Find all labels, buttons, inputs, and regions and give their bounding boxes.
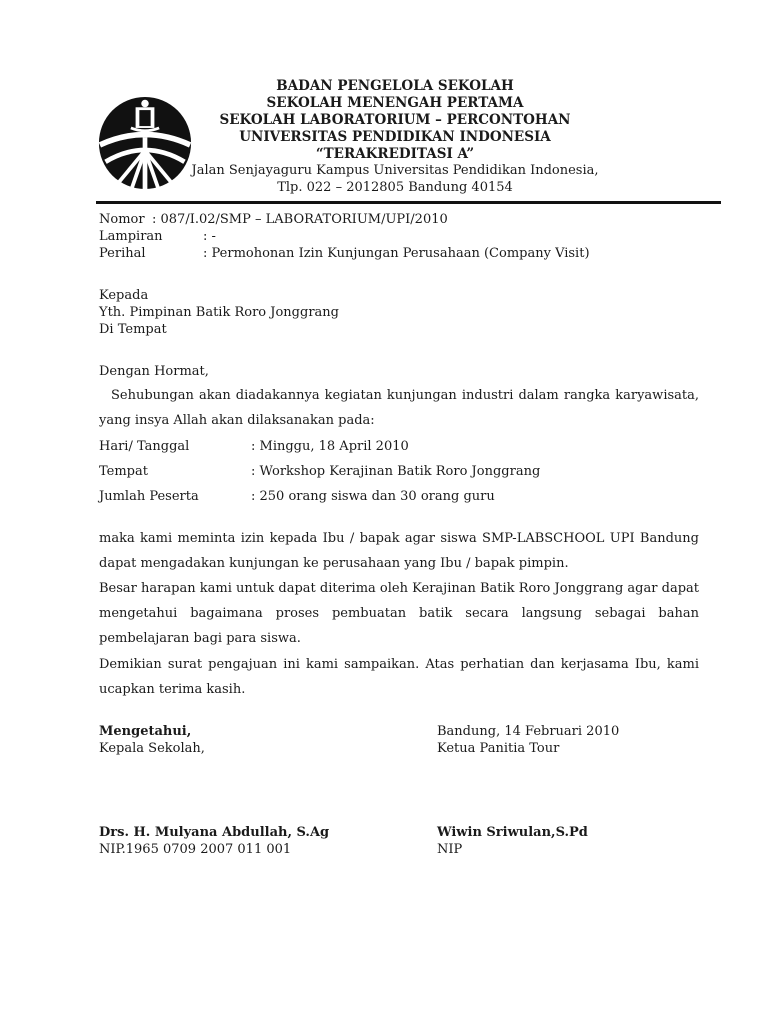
school-lab-title: SEKOLAH LABORATORIUM – PERCONTOHAN: [219, 112, 571, 128]
phone-line: Tlp. 022 – 2012805 Bandung 40154: [277, 180, 513, 195]
recipient-line-1: Kepada: [99, 288, 149, 303]
detail-value: : Minggu, 18 April 2010: [251, 439, 409, 454]
principal-role: Kepala Sekolah,: [99, 741, 205, 756]
committee-role: Ketua Panitia Tour: [437, 741, 560, 756]
detail-value: : Workshop Kerajinan Batik Roro Jonggrang: [251, 464, 541, 479]
address-line: Jalan Senjayaguru Kampus Universitas Pendidikan Indonesia,: [191, 163, 599, 178]
nomor-label: Nomor: [99, 212, 145, 227]
detail-label: Hari/ Tanggal: [99, 439, 190, 454]
acknowledged-heading: Mengetahui,: [99, 724, 192, 739]
recipient-line-2: Yth. Pimpinan Batik Roro Jonggrang: [99, 305, 339, 320]
committee-nip: NIP: [437, 842, 463, 857]
detail-value: : 250 orang siswa dan 30 orang guru: [251, 489, 495, 504]
closing-paragraph: Demikian surat pengajuan ini kami sampaikan. Atas perhatian dan kerjasama Ibu, kami ucapkan terima kasih.: [99, 657, 699, 697]
school-board-title: BADAN PENGELOLA SEKOLAH: [276, 78, 514, 94]
recipient-line-3: Di Tempat: [99, 322, 167, 337]
greeting: Dengan Hormat,: [99, 364, 209, 379]
request-paragraph: maka kami meminta izin kepada Ibu / bapak agar siswa SMP-LABSCHOOL UPI Bandung dapat mengadakan kunjungan ke perusahaan yang Ibu / bapak pimpin.: [99, 531, 699, 571]
detail-label: Jumlah Peserta: [99, 489, 199, 504]
principal-name: Drs. H. Mulyana Abdullah, S.Ag: [99, 825, 330, 840]
intro-paragraph: Sehubungan akan diadakannya kegiatan kunjungan industri dalam rangka karyawisata, yang insya Allah akan dilaksanakan pada:: [99, 388, 699, 428]
perihal-value: : Permohonan Izin Kunjungan Perusahaan (Company Visit): [203, 246, 590, 261]
nomor-value: : 087/I.02/SMP – LABORATORIUM/UPI/2010: [152, 212, 448, 227]
letterhead: [0, 0, 768, 210]
committee-name: Wiwin Sriwulan,S.Pd: [437, 825, 588, 840]
hope-paragraph: Besar harapan kami untuk dapat diterima oleh Kerajinan Batik Roro Jonggrang agar dapat mengetahui bagaimana proses pembuatan batik secara langsung sebagai bahan pembelajaran bagi para siswa.: [99, 581, 699, 646]
school-level-title: SEKOLAH MENENGAH PERTAMA: [266, 95, 524, 111]
lampiran-value: : -: [203, 229, 216, 244]
principal-nip: NIP.1965 0709 2007 011 001: [99, 842, 292, 857]
university-title: UNIVERSITAS PENDIDIKAN INDONESIA: [239, 129, 551, 145]
lampiran-label: Lampiran: [99, 229, 163, 244]
detail-label: Tempat: [99, 464, 148, 479]
perihal-label: Perihal: [99, 246, 146, 261]
letterhead-divider: [96, 201, 721, 204]
place-date: Bandung, 14 Februari 2010: [437, 724, 620, 739]
accreditation-title: “TERAKREDITASI A”: [315, 146, 475, 162]
